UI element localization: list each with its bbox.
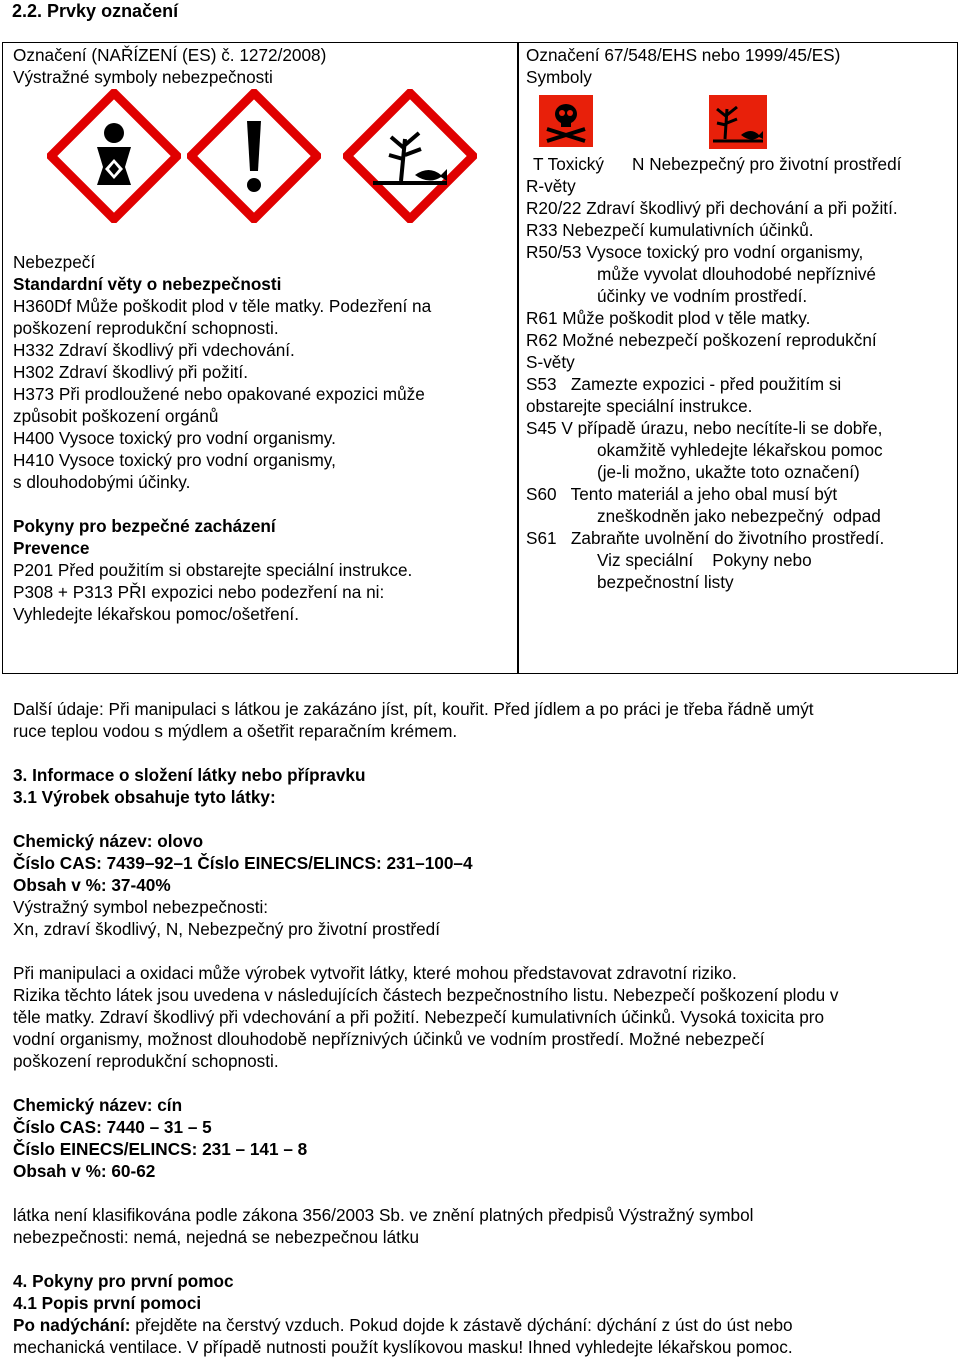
precaution-title: Pokyny pro bezpečné zacházení — [13, 516, 276, 536]
s-line: zneškodněn jako nebezpečný odpad — [597, 506, 881, 526]
r-line: R61 Může poškodit plod v těle matky. — [526, 308, 811, 328]
tin-name: Chemický název: cín — [13, 1095, 183, 1115]
lead-para: vodní organismy, možnost dlouhodobě nepříznivých účinků ve vodním prostředí. Možné nebezpečí — [13, 1029, 765, 1049]
tin-note: látka není klasifikována podle zákona 356/2003 Sb. ve znění platných předpisů Výstražný symbol — [13, 1205, 754, 1225]
left-hazard-text — [13, 251, 431, 625]
inhalation-line-2: mechanická ventilace. V případě nutnosti použít kyslíkovou masku! Ihned vyhledejte lékařskou pomoc. — [13, 1337, 793, 1357]
lead-para: Rizika těchto látek jsou uvedena v následujících částech bezpečnostního listu. Nebezpečí poškození plodu v — [13, 985, 839, 1005]
inhalation-text: přejděte na čerstvý vzduch. Pokud dojde k zástavě dýchání: dýchání z úst do úst nebo — [130, 1315, 793, 1335]
exclamation-icon — [187, 89, 321, 223]
environment-icon — [343, 89, 477, 223]
further-info — [13, 698, 814, 742]
s-line: obstarejte speciální instrukce. — [526, 396, 753, 416]
symbol-label-toxic: T Toxický — [533, 154, 604, 174]
lead-para: poškození reprodukční schopnosti. — [13, 1051, 279, 1071]
hazard-line: s dlouhodobými účinky. — [13, 472, 191, 492]
skull-crossbones-icon — [539, 95, 593, 147]
further-info-line: Další údaje: Při manipulaci s látkou je zakázáno jíst, pít, kouřit. Před jídlem a po práci je třeba řádně umýt — [13, 699, 814, 719]
s-line: S61 Zabraňte uvolnění do životního prostředí. — [526, 528, 885, 548]
s-line: okamžitě vyhledejte lékařskou pomoc — [597, 440, 883, 460]
lead-symbol-label: Výstražný symbol nebezpečnosti: — [13, 897, 269, 917]
section-title: 2.2. Prvky označení — [12, 1, 179, 21]
tin-cas: Číslo CAS: 7440 – 31 – 5 — [13, 1117, 212, 1137]
prevention-subtitle: Prevence — [13, 538, 90, 558]
tin-note: nebezpečnosti: nemá, nejedná se nebezpečnou látku — [13, 1227, 420, 1247]
lead-cas: Číslo CAS: 7439–92–1 Číslo EINECS/ELINCS: 231–100–4 — [13, 853, 473, 873]
right-header-symbols: Symboly — [526, 67, 592, 87]
lead-percent: Obsah v %: 37-40% — [13, 875, 171, 895]
lead-para: Při manipulaci a oxidaci může výrobek vytvořit látky, které mohou představovat zdravotní riziko. — [13, 963, 737, 983]
section-4-1-title: 4.1 Popis první pomoci — [13, 1293, 202, 1313]
hazard-line: H400 Vysoce toxický pro vodní organismy. — [13, 428, 336, 448]
precaution-line: P308 + P313 PŘI expozici nebo podezření na ni: — [13, 582, 385, 602]
table-divider — [517, 43, 519, 673]
r-line: účinky ve vodním prostředí. — [597, 286, 808, 306]
s-line: Viz speciální Pokyny nebo — [597, 550, 812, 570]
s-line: S53 Zamezte expozici - před použitím si — [526, 374, 842, 394]
hazard-statements-title: Standardní věty o nebezpečnosti — [13, 274, 282, 294]
r-phrases-title: R-věty — [526, 176, 576, 196]
hazard-line: poškození reprodukční schopnosti. — [13, 318, 279, 338]
section-4-title: 4. Pokyny pro první pomoc — [13, 1271, 234, 1291]
lead-symbol: Xn, zdraví škodlivý, N, Nebezpečný pro životní prostředí — [13, 919, 441, 939]
tin-percent: Obsah v %: 60-62 — [13, 1161, 156, 1181]
hazard-line: H373 Při prodloužené nebo opakované expozici může — [13, 384, 425, 404]
hazard-line: H360Df Může poškodit plod v těle matky. Podezření na — [13, 296, 432, 316]
symbol-label-environment: N Nebezpečný pro životní prostředí — [632, 154, 902, 174]
inhalation-line — [13, 1314, 839, 1336]
lead-name: Chemický název: olovo — [13, 831, 204, 851]
hazard-line: H410 Vysoce toxický pro vodní organismy, — [13, 450, 336, 470]
s-line: S45 V případě úrazu, nebo necítíte-li se dobře, — [526, 418, 883, 438]
symbol-labels — [526, 153, 901, 175]
inhalation-label: Po nadýchání: — [13, 1315, 131, 1335]
r-line: R33 Nebezpečí kumulativních účinků. — [526, 220, 814, 240]
hazard-line: H302 Zdraví škodlivý při požití. — [13, 362, 248, 382]
right-header-directive: Označení 67/548/EHS nebo 1999/45/ES) — [526, 45, 841, 65]
right-phrases — [526, 153, 901, 593]
r-line: R20/22 Zdraví škodlivý při dechování a při požití. — [526, 198, 898, 218]
lead-para: těle matky. Zdraví škodlivý při vdechování a při požití. Nebezpečí kumulativních účinků. Vysoká toxicita pro — [13, 1007, 825, 1027]
s-line: S60 Tento materiál a jeho obal musí být — [526, 484, 838, 504]
left-header-symbols: Výstražné symboly nebezpečnosti — [13, 67, 273, 87]
s-line: bezpečnostní listy — [597, 572, 734, 592]
section-3-1-title: 3.1 Výrobek obsahuje tyto látky: — [13, 787, 276, 807]
further-info-line: ruce teplou vodou s mýdlem a ošetřit reparačním krémem. — [13, 721, 458, 741]
tin-einecs: Číslo EINECS/ELINCS: 231 – 141 – 8 — [13, 1139, 308, 1159]
precaution-line: Vyhledejte lékařskou pomoc/ošetření. — [13, 604, 299, 624]
section-3 — [13, 764, 839, 1358]
s-phrases-title: S-věty — [526, 352, 575, 372]
r-line: může vyvolat dlouhodobé nepříznivé — [597, 264, 876, 284]
s-line: (je-li možno, ukažte toto označení) — [597, 462, 860, 482]
hazard-line: H332 Zdraví škodlivý při vdechování. — [13, 340, 295, 360]
section-3-title: 3. Informace o složení látky nebo přípravku — [13, 765, 366, 785]
signal-word: Nebezpečí — [13, 252, 96, 272]
precaution-line: P201 Před použitím si obstarejte speciální instrukce. — [13, 560, 413, 580]
hazard-line: způsobit poškození orgánů — [13, 406, 219, 426]
labeling-table — [2, 42, 958, 674]
left-header-regulation: Označení (NAŘÍZENÍ (ES) č. 1272/2008) — [13, 45, 327, 65]
right-column — [526, 43, 840, 88]
r-line: R62 Možné nebezpečí poškození reprodukční — [526, 330, 877, 350]
r-line: R50/53 Vysoce toxický pro vodní organismy, — [526, 242, 864, 262]
dead-tree-fish-icon — [709, 95, 767, 149]
left-column — [13, 43, 326, 88]
health-hazard-icon — [47, 89, 181, 223]
